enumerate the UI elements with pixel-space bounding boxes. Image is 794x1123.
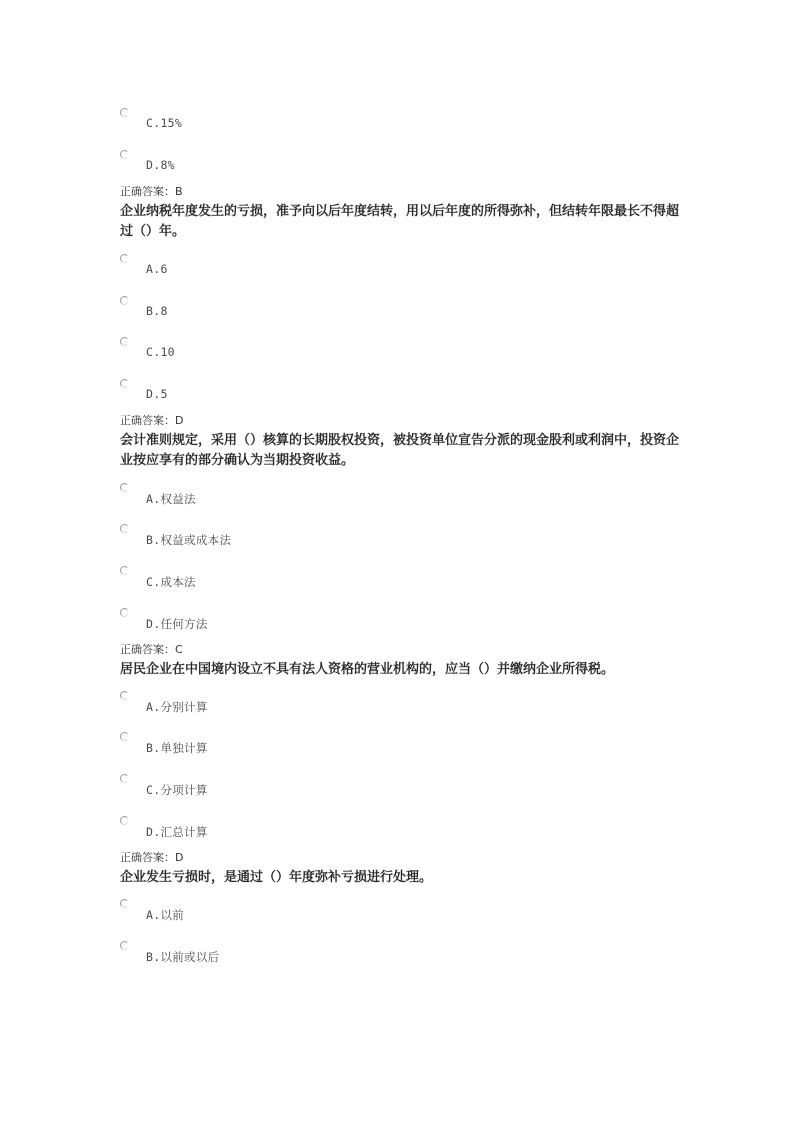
radio-button[interactable] — [120, 483, 129, 492]
radio-button[interactable] — [120, 337, 129, 346]
option-d[interactable] — [120, 816, 520, 840]
radio-button[interactable] — [120, 816, 129, 825]
option-b[interactable] — [120, 941, 520, 965]
option-label: B.单独计算 — [146, 741, 208, 755]
radio-button[interactable] — [120, 774, 129, 783]
option-label: C.分项计算 — [146, 783, 208, 797]
option-d[interactable] — [120, 379, 520, 403]
option-label: B.权益或成本法 — [146, 533, 232, 547]
option-c[interactable] — [120, 774, 520, 798]
correct-answer: 正确答案：C — [120, 643, 183, 656]
option-label: A.权益法 — [146, 492, 196, 506]
radio-button[interactable] — [120, 254, 129, 263]
question-text: 居民企业在中国境内设立不具有法人资格的营业机构的，应当（）并缴纳企业所得税。 — [120, 662, 615, 677]
radio-button[interactable] — [120, 732, 129, 741]
option-label: D.任何方法 — [146, 617, 208, 631]
radio-button[interactable] — [120, 566, 129, 575]
option-label: D.8% — [146, 158, 175, 172]
option-a[interactable] — [120, 691, 520, 715]
question-text: 会计准则规定，采用（）核算的长期股权投资，被投资单位宣告分派的现金股利或利润中，投资企业按应享有的部分确认为当期投资收益。 — [120, 433, 680, 468]
question-text: 企业纳税年度发生的亏损，准予向以后年度结转，用以后年度的所得弥补，但结转年限最长不得超过（）年。 — [120, 204, 680, 239]
option-b[interactable] — [120, 524, 520, 548]
option-label: B.8 — [146, 304, 168, 318]
correct-answer: 正确答案：D — [120, 851, 184, 864]
option-a[interactable] — [120, 254, 520, 278]
option-d[interactable] — [120, 150, 520, 174]
option-b[interactable] — [120, 296, 520, 320]
option-a[interactable] — [120, 483, 520, 507]
radio-button[interactable] — [120, 296, 129, 305]
correct-answer: 正确答案：B — [120, 185, 183, 198]
radio-button[interactable] — [120, 899, 129, 908]
option-label: A.6 — [146, 262, 168, 276]
radio-button[interactable] — [120, 150, 129, 159]
option-label: D.5 — [146, 387, 168, 401]
option-c[interactable] — [120, 566, 520, 590]
option-a[interactable] — [120, 899, 520, 923]
option-label: C.15% — [146, 116, 183, 130]
option-label: B.以前或以后 — [146, 950, 220, 964]
option-b[interactable] — [120, 732, 520, 756]
correct-answer: 正确答案：D — [120, 414, 184, 427]
option-c[interactable] — [120, 108, 520, 132]
option-label: A.以前 — [146, 908, 185, 922]
radio-button[interactable] — [120, 379, 129, 388]
option-label: A.分别计算 — [146, 700, 208, 714]
option-label: C.10 — [146, 345, 175, 359]
radio-button[interactable] — [120, 524, 129, 533]
radio-button[interactable] — [120, 608, 129, 617]
option-d[interactable] — [120, 608, 520, 632]
option-label: C.成本法 — [146, 575, 196, 589]
question-text: 企业发生亏损时，是通过（）年度弥补亏损进行处理。 — [120, 870, 433, 885]
radio-button[interactable] — [120, 941, 129, 950]
option-c[interactable] — [120, 337, 520, 361]
option-label: D.汇总计算 — [146, 825, 208, 839]
radio-button[interactable] — [120, 108, 129, 117]
radio-button[interactable] — [120, 691, 129, 700]
